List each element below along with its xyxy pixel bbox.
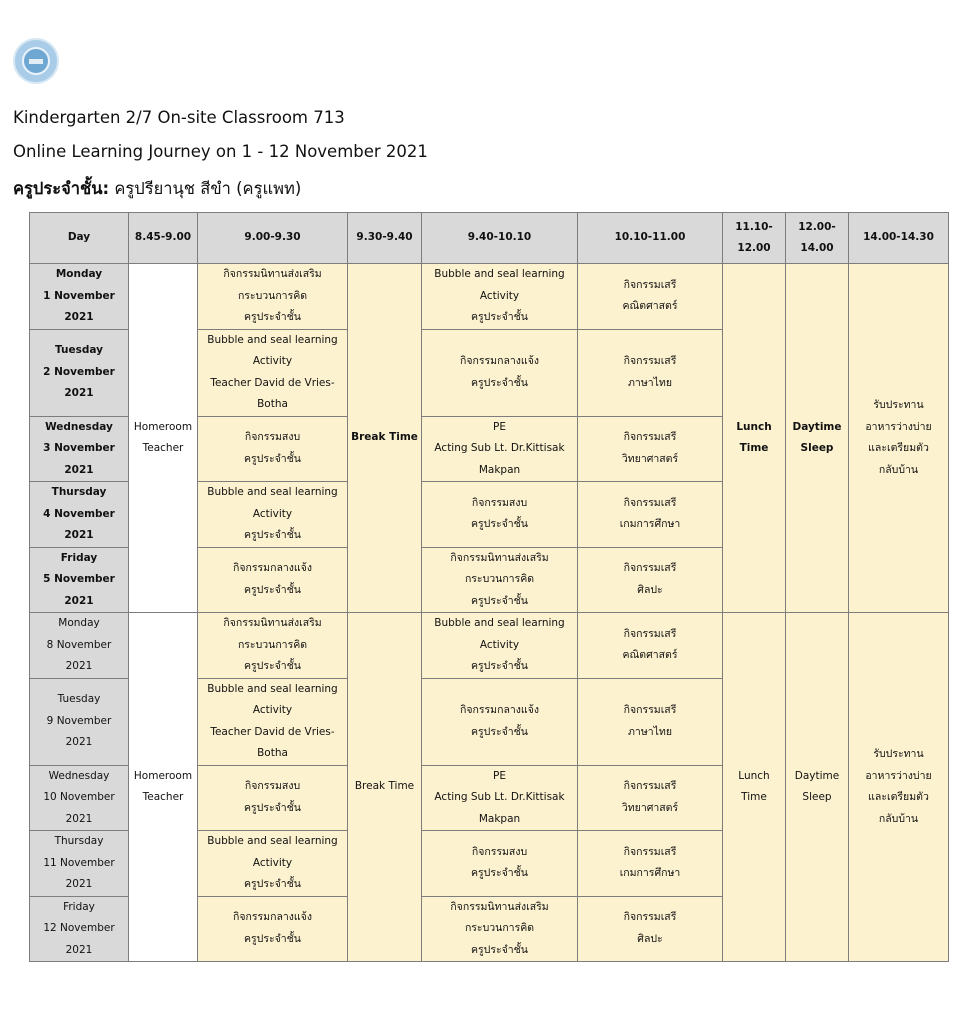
schedule-title: Online Learning Journey on 1 - 12 November 2021 [13,142,428,161]
homeroom-teacher-name: ครูปรียานุช สีขำ (ครูแพท) [109,179,302,198]
activity-9-00-cell [198,264,348,330]
activity-9-00-cell-line: กิจกรรมกลางแจ้ง [233,911,312,924]
activity-9-00-cell-line: ครูประจำชั้น [244,932,301,945]
activity-9-00-cell-line: Bubble and seal learning [207,333,338,346]
free-activity-cell-line: ภาษาไทย [628,376,672,389]
free-activity-cell-line: กิจกรรมเสรี [623,627,677,640]
free-activity-cell [578,547,723,613]
day-cell-line: Tuesday [55,344,103,357]
activity-9-40-cell-line: กิจกรรมสงบ [471,845,528,858]
break-time-cell: Break Time [348,613,422,962]
school-logo [13,38,59,84]
timetable [29,212,949,962]
day-cell-line: Thursday [54,835,104,847]
free-activity-cell-line: กิจกรรมเสรี [623,496,677,509]
header-time-7 [786,213,849,264]
free-activity-cell-line: กิจกรรมเสรี [623,845,677,858]
day-cell-line: Friday [63,900,95,913]
header-time-7-line: 14.00 [800,242,834,254]
activity-9-00-cell [198,613,348,679]
day-cell-line: 2021 [65,812,93,825]
header-time-7-line: 12.00- [798,220,836,233]
lunch-time-cell-line: Lunch [738,769,770,782]
day-cell [30,765,129,831]
activity-9-40-cell [422,831,578,897]
lunch-time-cell [723,264,786,613]
activity-9-00-cell-line: กิจกรรมนิทานส่งเสริม [223,617,322,629]
activity-9-40-cell-line: Acting Sub Lt. Dr.Kittisak [434,442,565,454]
snack-cell [849,264,949,613]
free-activity-cell-line: วิทยาศาสตร์ [621,801,679,814]
activity-9-00-cell [198,482,348,548]
activity-9-00-cell-line: ครูประจำชั้น [244,452,301,465]
daytime-sleep-cell-line: Sleep [802,791,832,803]
activity-9-40-cell [422,613,578,679]
activity-9-00-cell [198,678,348,765]
free-activity-cell-line: กิจกรรมเสรี [623,431,677,444]
day-cell-line: 2 November [43,365,115,378]
free-activity-cell [578,416,723,482]
free-activity-cell [578,264,723,330]
day-cell [30,416,129,482]
day-cell-line: Monday [55,268,103,280]
activity-9-40-cell-line: กิจกรรมกลางแจ้ง [460,704,539,716]
day-cell-line: Wednesday [48,769,110,782]
free-activity-cell-line: คณิตศาสตร์ [622,300,678,313]
day-cell-line: 3 November [43,442,115,454]
activity-9-40-cell [422,264,578,330]
homeroom-cell-line: Teacher [142,791,184,803]
day-cell-line: Monday [58,617,100,629]
activity-9-40-cell [422,416,578,482]
activity-9-40-cell-line: กิจกรรมกลางแจ้ง [460,355,539,367]
activity-9-40-cell-line: Bubble and seal learning [434,617,565,629]
activity-9-00-cell-line: Botha [257,747,288,759]
activity-9-40-cell-line: กระบวนการคิด [464,922,535,934]
table-row [30,264,949,330]
homeroom-cell [129,264,198,613]
free-activity-cell-line: เกมการศึกษา [619,867,681,880]
activity-9-40-cell-line: Activity [479,289,520,302]
day-cell-line: 1 November [43,289,115,302]
snack-cell [849,613,949,962]
free-activity-cell-line: กิจกรรมเสรี [623,911,677,924]
daytime-sleep-cell [786,613,849,962]
header-time-6-line: 11.10- [735,220,773,233]
free-activity-cell-line: วิทยาศาสตร์ [621,452,679,465]
free-activity-cell-line: กิจกรรมเสรี [623,278,677,291]
activity-9-40-cell-line: Makpan [478,812,521,825]
activity-9-00-cell-line: Activity [252,704,293,716]
daytime-sleep-cell [786,264,849,613]
activity-9-00-cell-line: กิจกรรมกลางแจ้ง [233,562,312,575]
day-cell-line: 2021 [64,387,94,400]
day-cell [30,264,129,330]
activity-9-40-cell-line: Activity [479,638,520,651]
free-activity-cell-line: กิจกรรมเสรี [623,562,677,575]
homeroom-cell [129,613,198,962]
activity-9-00-cell-line: ครูประจำชั้น [244,660,301,672]
activity-9-40-cell-line: ครูประจำชั้น [471,943,528,956]
header-time-5: 10.10-11.00 [578,213,723,264]
day-cell [30,831,129,897]
activity-9-40-cell-line: Acting Sub Lt. Dr.Kittisak [434,791,565,803]
lunch-time-cell [723,613,786,962]
snack-cell-line: กลับบ้าน [878,463,919,476]
activity-9-00-cell-line: ครูประจำชั้น [244,311,301,323]
activity-9-00-cell [198,765,348,831]
free-activity-cell [578,329,723,416]
activity-9-00-cell-line: Activity [252,507,293,520]
activity-9-00-cell-line: ครูประจำชั้น [244,878,301,890]
day-cell-line: 5 November [43,573,115,585]
header-day: Day [30,213,129,264]
day-cell-line: Friday [60,551,98,564]
header-row [30,213,949,264]
free-activity-cell-line: กิจกรรมเสรี [623,780,677,793]
activity-9-40-cell [422,896,578,962]
snack-cell-line: อาหารว่างบ่าย [865,769,932,782]
activity-9-00-cell-line: ครูประจำชั้น [244,801,301,814]
activity-9-40-cell-line: PE [493,769,506,782]
day-cell-line: 2021 [65,736,93,749]
activity-9-40-cell-line: ครูประจำชั้น [471,594,528,607]
day-cell [30,613,129,679]
free-activity-cell-line: คณิตศาสตร์ [622,649,678,662]
activity-9-00-cell-line: กิจกรรมสงบ [244,431,301,444]
day-cell-line: 2021 [65,660,93,672]
activity-9-00-cell [198,416,348,482]
lunch-time-cell-line: Lunch [736,420,772,433]
free-activity-cell [578,831,723,897]
activity-9-00-cell-line: กระบวนการคิด [237,638,308,651]
daytime-sleep-cell-line: Daytime [792,420,842,433]
free-activity-cell [578,613,723,679]
day-cell-line: 2021 [64,529,94,541]
activity-9-40-cell [422,482,578,548]
activity-9-00-cell-line: ครูประจำชั้น [244,583,301,596]
day-cell-line: 2021 [64,463,94,476]
snack-cell-line: รับประทาน [873,748,924,760]
day-cell-line: Tuesday [57,693,101,706]
day-cell [30,896,129,962]
day-cell-line: 2021 [64,311,94,323]
day-cell-line: 12 November [43,922,115,934]
free-activity-cell-line: ภาษาไทย [628,725,672,738]
activity-9-00-cell-line: Bubble and seal learning [207,835,338,847]
day-cell-line: Wednesday [45,420,113,433]
activity-9-00-cell-line: กิจกรรมสงบ [244,780,301,793]
snack-cell-line: และเตรียมตัว [868,442,929,454]
activity-9-40-cell-line: ครูประจำชั้น [471,376,528,389]
daytime-sleep-cell-line: Sleep [800,442,834,454]
activity-9-00-cell-line: ครูประจำชั้น [244,529,301,541]
free-activity-cell [578,678,723,765]
header-time-8: 14.00-14.30 [849,213,949,264]
day-cell-line: 10 November [43,791,115,803]
activity-9-00-cell-line: Bubble and seal learning [207,486,338,498]
activity-9-00-cell-line: กระบวนการคิด [237,289,308,302]
activity-9-00-cell [198,831,348,897]
snack-cell-line: กลับบ้าน [878,812,919,825]
header-time-6-line: 12.00 [737,242,771,254]
free-activity-cell-line: เกมการศึกษา [619,518,681,531]
activity-9-40-cell-line: กิจกรรมสงบ [471,496,528,509]
day-cell-line: 8 November [46,638,112,651]
homeroom-teacher-label: ครูประจำชั้น: [13,179,110,198]
header-time-2: 9.00-9.30 [198,213,348,264]
activity-9-40-cell [422,765,578,831]
homeroom-cell-line: Homeroom [133,420,193,433]
table-row [30,613,949,679]
activity-9-40-cell-line: ครูประจำชั้น [471,867,528,880]
day-cell-line: 2021 [65,878,93,890]
day-cell [30,482,129,548]
header-time-3: 9.30-9.40 [348,213,422,264]
day-cell-line: 4 November [43,507,115,520]
activity-9-40-cell-line: ครูประจำชั้น [471,311,528,323]
activity-9-00-cell-line: Bubble and seal learning [207,682,338,695]
snack-cell-line: และเตรียมตัว [868,791,929,803]
day-cell-line: 9 November [46,714,112,727]
activity-9-40-cell [422,678,578,765]
break-time-cell: Break Time [348,264,422,613]
day-cell-line: 11 November [43,856,115,869]
activity-9-40-cell-line: PE [493,420,506,433]
homeroom-teacher-line [13,176,301,202]
activity-9-00-cell-line: Activity [252,856,293,869]
header-time-4: 9.40-10.10 [422,213,578,264]
free-activity-cell [578,765,723,831]
free-activity-cell-line: กิจกรรมเสรี [623,704,677,716]
free-activity-cell-line: ศิลปะ [637,583,663,596]
class-title: Kindergarten 2/7 On-site Classroom 713 [13,108,345,127]
day-cell [30,678,129,765]
school-emblem-icon [22,47,50,75]
activity-9-00-cell [198,547,348,613]
activity-9-00-cell-line: Teacher David de Vries- [210,376,335,389]
homeroom-cell-line: Homeroom [133,769,193,782]
activity-9-00-cell [198,896,348,962]
day-cell [30,329,129,416]
day-cell-line: 2021 [64,594,94,607]
snack-cell-line: อาหารว่างบ่าย [865,420,932,433]
activity-9-40-cell-line: ครูประจำชั้น [471,660,528,672]
free-activity-cell [578,482,723,548]
activity-9-00-cell-line: Botha [257,398,288,410]
activity-9-00-cell [198,329,348,416]
lunch-time-cell-line: Time [739,442,769,454]
activity-9-40-cell-line: ครูประจำชั้น [471,725,528,738]
day-cell-line: 2021 [65,943,93,956]
homeroom-cell-line: Teacher [142,442,184,454]
activity-9-40-cell-line: ครูประจำชั้น [471,518,528,531]
activity-9-40-cell [422,547,578,613]
lunch-time-cell-line: Time [741,791,767,803]
activity-9-40-cell-line: Bubble and seal learning [434,268,565,280]
activity-9-40-cell-line: กิจกรรมนิทานส่งเสริม [450,900,549,913]
header-time-6 [723,213,786,264]
day-cell [30,547,129,613]
activity-9-40-cell-line: กระบวนการคิด [464,573,535,585]
day-cell-line: Thursday [51,486,107,498]
free-activity-cell [578,896,723,962]
daytime-sleep-cell-line: Daytime [794,769,840,782]
free-activity-cell-line: ศิลปะ [637,932,663,945]
snack-cell-line: รับประทาน [873,399,924,411]
activity-9-40-cell [422,329,578,416]
activity-9-40-cell-line: กิจกรรมนิทานส่งเสริม [450,551,549,564]
free-activity-cell-line: กิจกรรมเสรี [623,355,677,367]
activity-9-00-cell-line: Activity [252,355,293,367]
activity-9-00-cell-line: Teacher David de Vries- [210,725,335,738]
activity-9-00-cell-line: กิจกรรมนิทานส่งเสริม [223,268,322,280]
header-time-1: 8.45-9.00 [129,213,198,264]
activity-9-40-cell-line: Makpan [478,463,521,476]
